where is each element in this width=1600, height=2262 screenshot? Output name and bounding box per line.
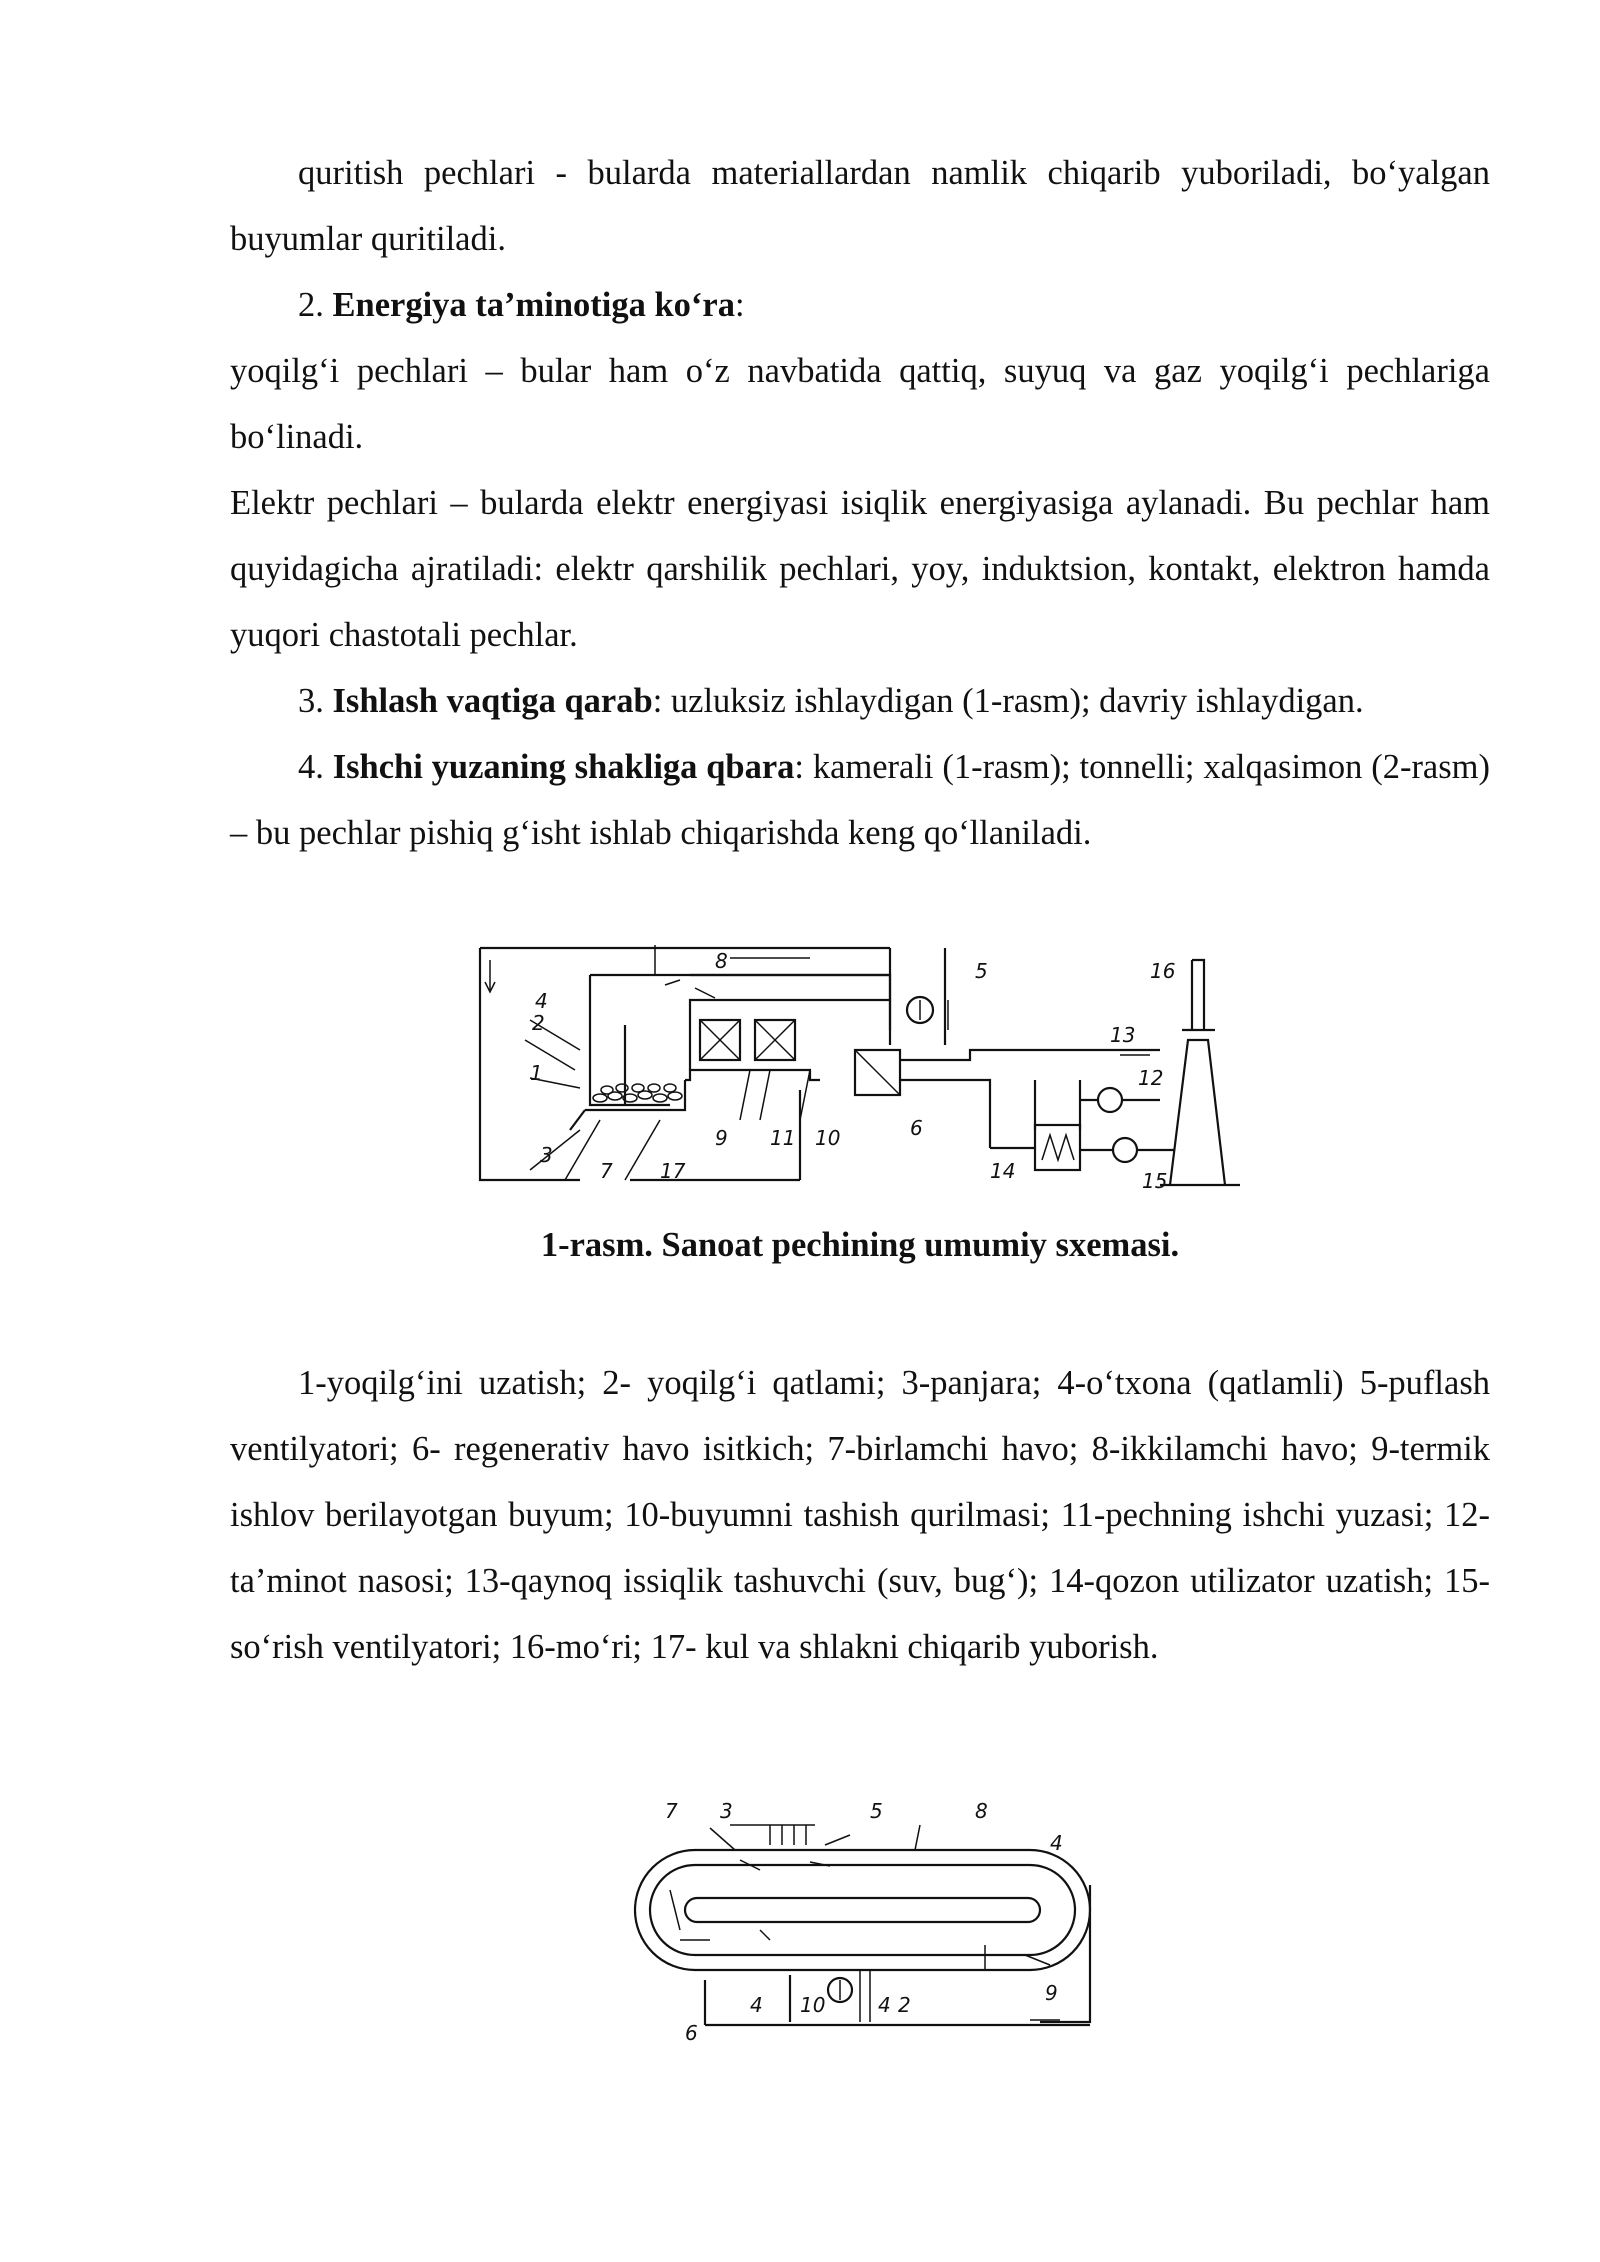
label-17: 17 [660, 1159, 686, 1183]
paragraph-operating-time [230, 668, 1490, 734]
label-4b: 4 [750, 1993, 763, 2017]
label-8: 8 [975, 1799, 988, 1823]
heading-rest: : [734, 286, 745, 324]
fuel-bed [593, 1084, 682, 1102]
label-14: 14 [990, 1159, 1016, 1183]
item-rest: : kamerali (1-rasm); tonnelli; xalqasimon (2-rasm) – bu pechlar pishiq g‘isht ishlab chiqarishda keng qo‘llaniladi. [230, 748, 1490, 852]
waste-heat-boiler [1035, 1125, 1080, 1170]
item-number: 3. [298, 682, 324, 720]
exhaust-fan [1113, 1138, 1137, 1162]
label-7: 7 [665, 1799, 678, 1823]
label-10: 10 [815, 1126, 841, 1150]
figure-furnace-scheme [470, 930, 1270, 1200]
feed-pump [1098, 1088, 1122, 1112]
label-2: 2 [532, 1011, 545, 1035]
label-4: 4 [1050, 1831, 1063, 1855]
label-3: 3 [720, 1799, 733, 1823]
figure-1-caption: 1-rasm. Sanoat pechining umumiy sxemasi. [540, 1226, 1180, 1264]
label-16: 16 [1150, 959, 1176, 983]
heading-bold-text: Energiya ta’minotiga ko‘ra [332, 286, 735, 324]
label-7: 7 [600, 1159, 613, 1183]
chimney [1160, 960, 1240, 1185]
label-13: 13 [1110, 1023, 1136, 1047]
label-1: 1 [530, 1061, 543, 1085]
item-rest: : uzluksiz ishlaydigan (1-rasm); davriy ishlaydigan. [652, 682, 1364, 720]
item-bold-text: Ishlash vaqtiga qarab [332, 682, 653, 720]
label-9: 9 [1045, 1981, 1058, 2005]
label-3: 3 [540, 1143, 553, 1167]
figure-ring-kiln [620, 1790, 1110, 2050]
label-5: 5 [870, 1799, 883, 1823]
label-10: 10 [800, 1993, 826, 2017]
label-15: 15 [1142, 1169, 1168, 1193]
paragraph-surface-shape [230, 734, 1490, 866]
label-12: 12 [1138, 1066, 1164, 1090]
label-9: 9 [715, 1126, 728, 1150]
label-4: 4 [535, 989, 548, 1013]
label-6: 6 [685, 2021, 698, 2045]
item-bold-text: Ishchi yuzaning shakliga qbara [332, 748, 795, 786]
paragraph-fuel-ovens: yoqilg‘i pechlari – bular ham o‘z navbatida qattiq, suyuq va gaz yoqilg‘i pechlariga bo‘linadi. [230, 352, 1490, 456]
label-8: 8 [715, 949, 728, 973]
label-2: 2 [898, 1993, 911, 2017]
heated-items [700, 1020, 795, 1060]
heading-energy-supply [230, 272, 1490, 338]
label-5: 5 [975, 959, 988, 983]
paragraph-drying-ovens: quritish pechlari - bularda materiallardan namlik chiqarib yuboriladi, bo‘yalgan buyumlar quritiladi. [230, 154, 1490, 258]
paragraph-electric-ovens: Elektr pechlari – bularda elektr energiyasi isiqlik energiyasiga aylanadi. Bu pechlar ham quyidagicha ajratiladi: elektr qarshilik pechlari, yoy, induktsion, kontakt, elektron hamda yuqori chastotali pechlar. [230, 484, 1490, 654]
body-text-top [230, 140, 1490, 866]
label-11: 11 [770, 1126, 796, 1150]
label-4c: 4 [878, 1993, 891, 2017]
label-6: 6 [910, 1116, 923, 1140]
item-number: 4. [298, 748, 324, 786]
heading-number: 2. [298, 286, 324, 324]
figure-1-legend: 1-yoqilg‘ini uzatish; 2- yoqilg‘i qatlami; 3-panjara; 4-o‘txona (qatlamli) 5-puflash ventilyatori; 6- regenerativ havo isitkich; 7-birlamchi havo; 8-ikkilamchi havo; 9-termik ishlov berilayotgan buyum; 10-buyumni tashish qurilmasi; 11-pechning ishchi yuzasi; 12-ta’minot nasosi; 13-qaynoq issiqlik tashuvchi (suv, bug‘); 14-qozon utilizator uzatish; 15-so‘rish ventilyatori; 16-mo‘ri; 17- kul va shlakni chiqarib yuborish. [230, 1364, 1490, 1666]
